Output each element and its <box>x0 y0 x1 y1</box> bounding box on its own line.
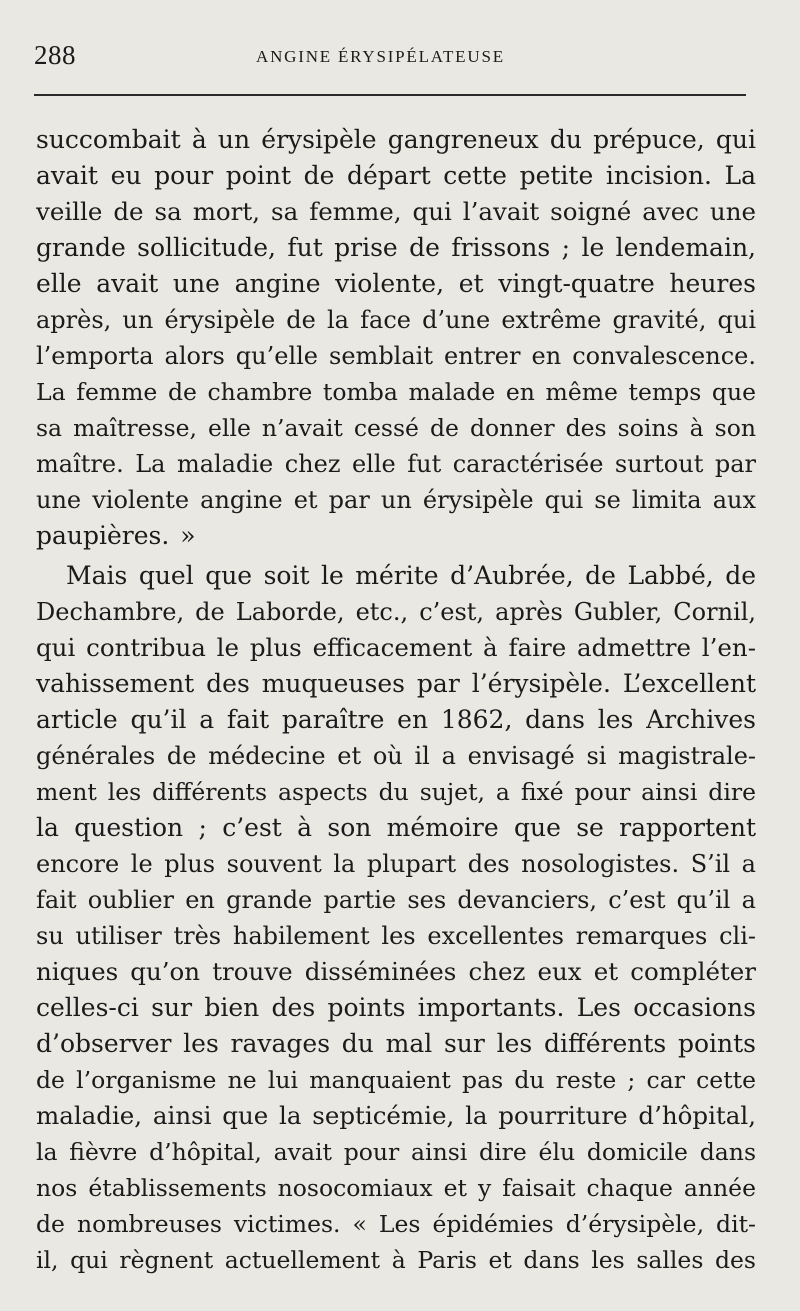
text-line: La femme de chambre tomba malade en même temps que <box>36 378 756 406</box>
text-line: générales de médecine et où il a envisagé si magistrale- <box>36 742 756 770</box>
text-line: d’observer les ravages du mal sur les différents points <box>36 1029 756 1058</box>
text-line: après, un érysipèle de la face d’une extrême gravité, qui <box>36 306 756 334</box>
text-line: fait oublier en grande partie ses devanciers, c’est qu’il a <box>36 886 756 914</box>
text-line: ment les différents aspects du sujet, a fixé pour ainsi dire <box>36 778 756 806</box>
running-head: ANGINE ÉRYSIPÉLATEUSE <box>256 47 505 66</box>
text-line: su utiliser très habilement les excellentes remarques cli- <box>36 922 756 950</box>
text-line: paupières. » <box>36 521 196 550</box>
text-line: maladie, ainsi que la septicémie, la pourriture d’hôpital, <box>36 1101 756 1130</box>
text-line: niques qu’on trouve disséminées chez eux et compléter <box>36 957 756 986</box>
text-line: encore le plus souvent la plupart des nosologistes. S’il a <box>36 850 756 878</box>
text-line: la question ; c’est à son mémoire que se rapportent <box>36 813 756 842</box>
page-number: 288 <box>34 40 76 70</box>
page-header <box>0 0 800 100</box>
text-line: vahissement des muqueuses par l’érysipèle. L’excellent <box>36 669 756 698</box>
text-line: de nombreuses victimes. « Les épidémies d’érysipèle, dit- <box>36 1210 756 1238</box>
text-line: veille de sa mort, sa femme, qui l’avait soigné avec une <box>36 197 756 226</box>
text-line: celles-ci sur bien des points importants. Les occasions <box>36 993 756 1022</box>
text-line: l’emporta alors qu’elle semblait entrer en convalescence. <box>36 342 756 370</box>
text-line: la fièvre d’hôpital, avait pour ainsi dire élu domicile dans <box>36 1138 756 1166</box>
text-line: avait eu pour point de départ cette petite incision. La <box>36 161 756 190</box>
text-line: de l’organisme ne lui manquaient pas du reste ; car cette <box>36 1066 756 1094</box>
text-line: il, qui règnent actuellement à Paris et dans les salles des <box>36 1246 756 1274</box>
text-line: grande sollicitude, fut prise de frissons ; le lendemain, <box>36 233 756 262</box>
text-line: sa maîtresse, elle n’avait cessé de donner des soins à son <box>36 414 756 442</box>
text-line: article qu’il a fait paraître en 1862, dans les Archives <box>36 705 756 734</box>
text-line: maître. La maladie chez elle fut caractérisée surtout par <box>36 450 756 478</box>
text-line: nos établissements nosocomiaux et y faisait chaque année <box>36 1174 756 1202</box>
text-line: succombait à un érysipèle gangreneux du prépuce, qui <box>36 125 756 154</box>
text-line: Dechambre, de Laborde, etc., c’est, après Gubler, Cornil, <box>36 598 756 626</box>
header-rule <box>34 94 746 96</box>
text-line: Mais quel que soit le mérite d’Aubrée, de Labbé, de <box>66 561 756 590</box>
text-line: elle avait une angine violente, et vingt-quatre heures <box>36 269 756 298</box>
text-line: qui contribua le plus efficacement à faire admettre l’en- <box>36 633 756 662</box>
text-line: une violente angine et par un érysipèle qui se limita aux <box>36 486 756 514</box>
